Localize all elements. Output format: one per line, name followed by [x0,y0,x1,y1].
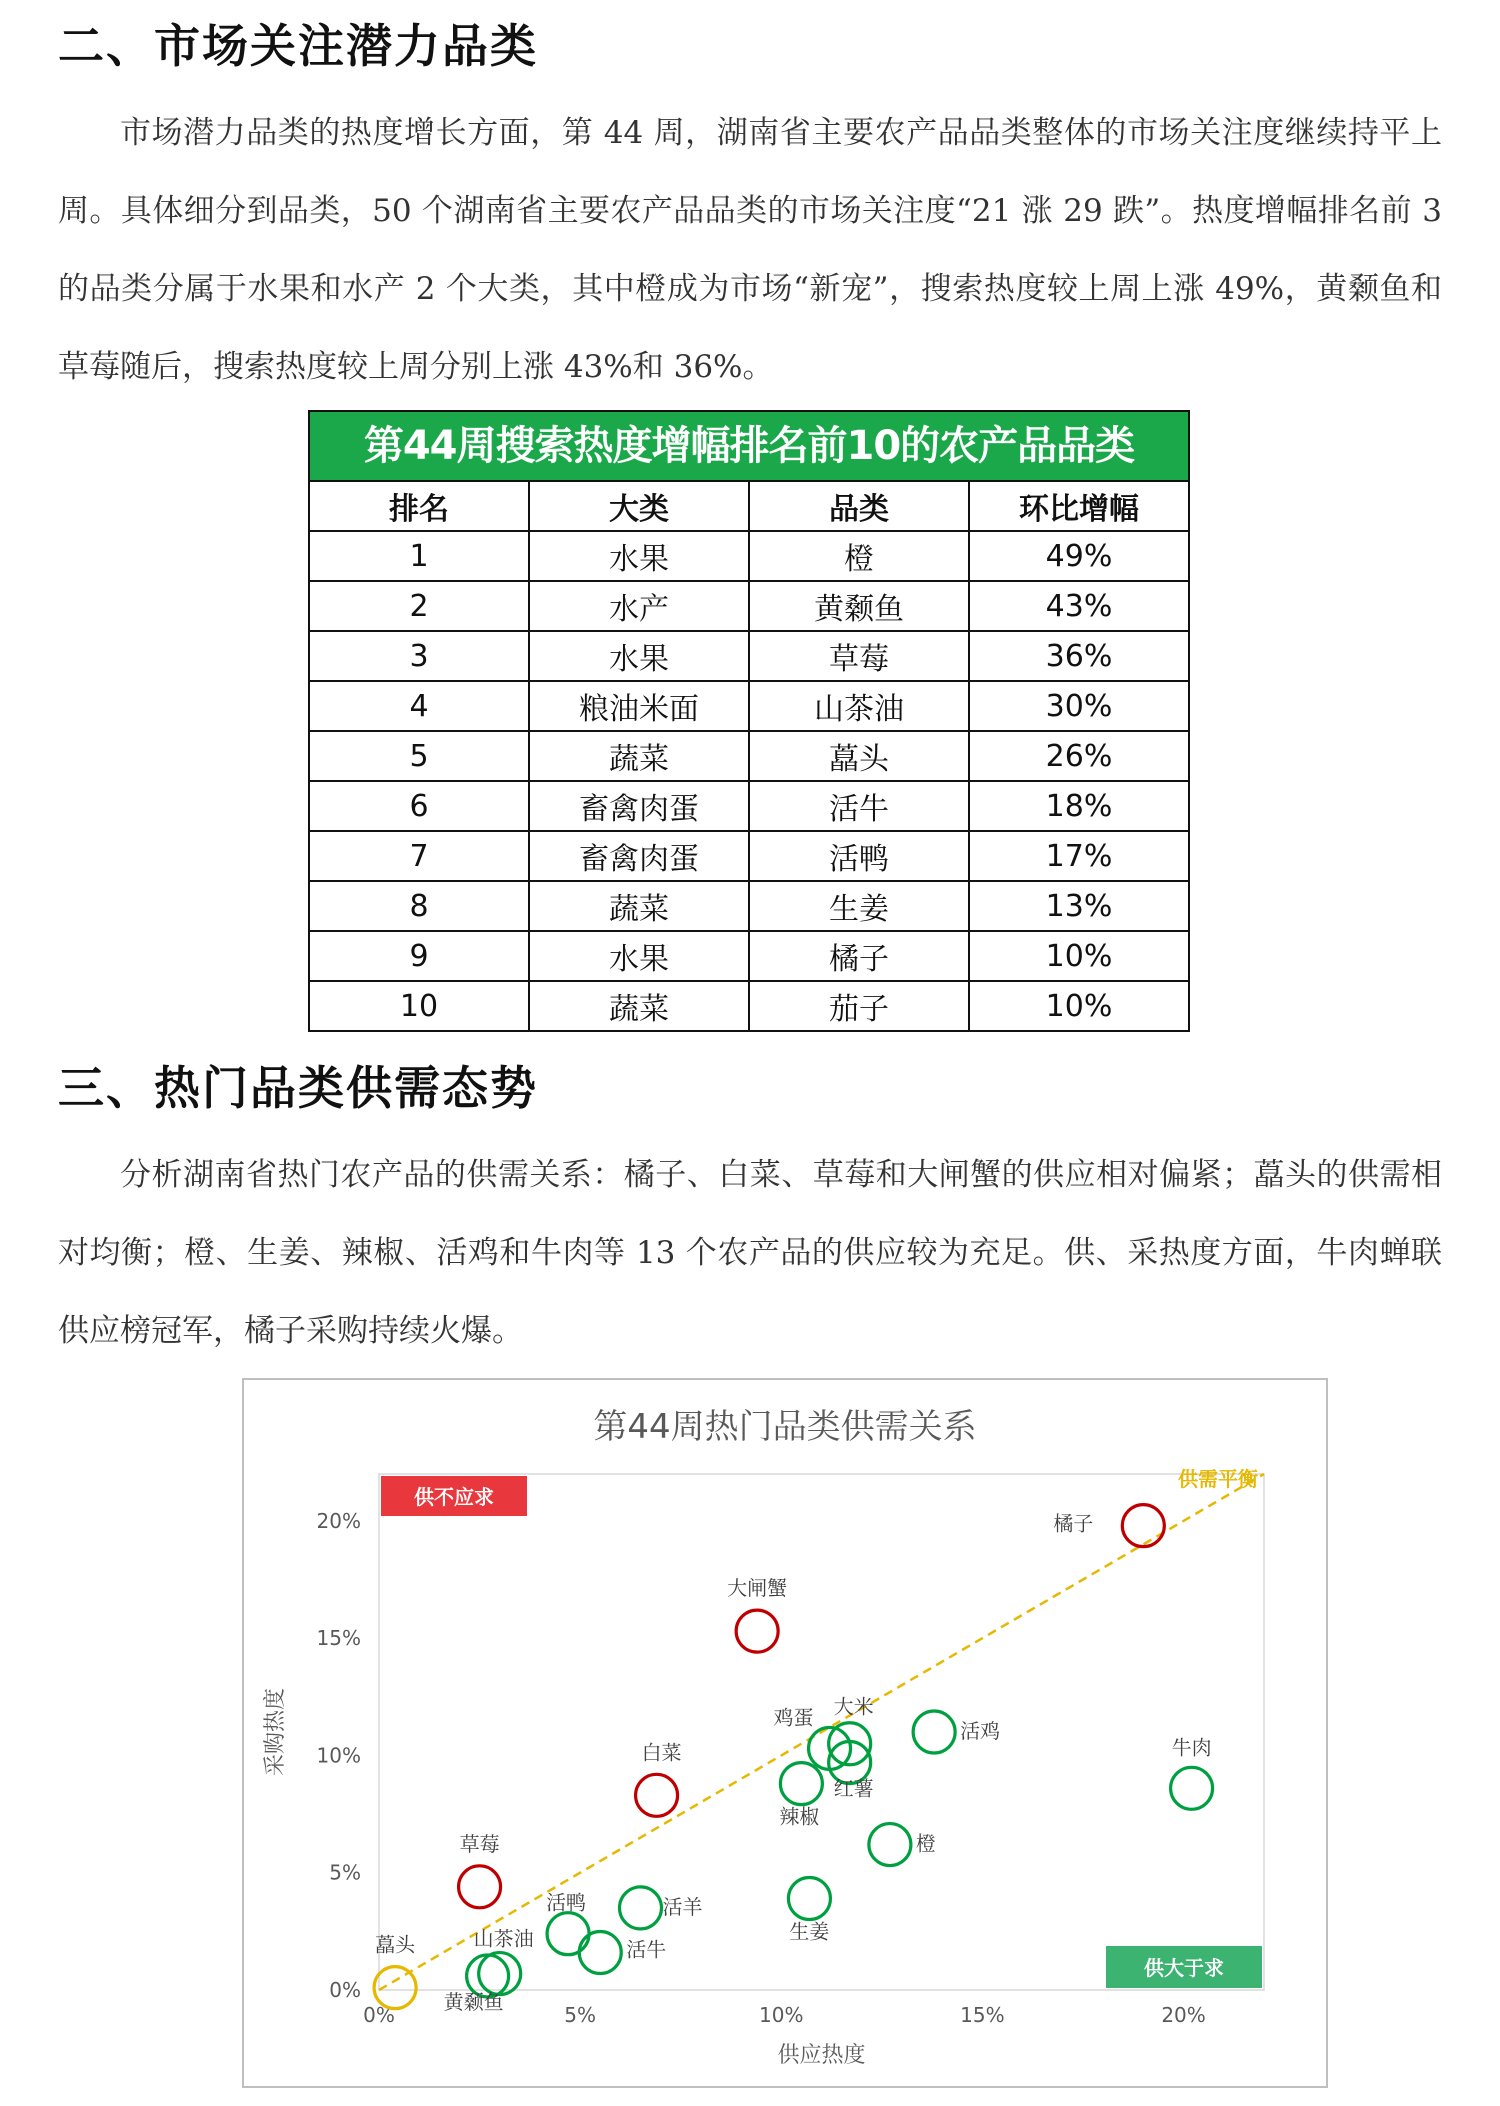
x-tick-label: 5% [564,2003,597,2027]
point-label-红薯: 红薯 [833,1776,874,1801]
balance-line-label: 供需平衡 [1178,1467,1258,1491]
cell-category: 畜禽肉蛋 [529,781,749,831]
table-row [309,831,1189,881]
point-label-生姜: 生姜 [789,1919,830,1944]
cell-category: 畜禽肉蛋 [529,831,749,881]
point-草莓 [459,1866,501,1908]
ranking-table-grid [308,480,1190,1032]
point-label-牛肉: 牛肉 [1171,1735,1212,1760]
point-label-大米: 大米 [833,1694,874,1719]
cell-rank: 5 [309,731,529,781]
table-row [309,881,1189,931]
section2-paragraph [58,94,1442,406]
surplus-region-label: 供大于求 [1144,1956,1224,1980]
section2-paragraph-text: 市场潜力品类的热度增长方面，第 44 周，湖南省主要农产品品类整体的市场关注度继续持平上周。具体细分到品类，50 个湖南省主要农产品品类的市场关注度“21 涨 29 跌”。热度增幅排名前 3 的品类分属于水果和水产 2 个大类，其中橙成为市场“新宠”，搜索热度较上周上涨 49%，黄颡鱼和草莓随后，搜索热度较上周分别上涨 43%和 36%。 [58,115,1442,385]
cell-rank: 4 [309,681,529,731]
y-axis-label: 采购热度 [263,1687,288,1777]
point-label-大闸蟹: 大闸蟹 [727,1576,788,1601]
section3-paragraph-text: 分析湖南省热门农产品的供需关系：橘子、白菜、草莓和大闸蟹的供应相对偏紧；藠头的供需相对均衡；橙、生姜、辣椒、活鸡和牛肉等 13 个农产品的供应较为充足。供、采热度方面，牛肉蝉联供应榜冠军，橘子采购持续火爆。 [58,1157,1442,1349]
table-row [309,531,1189,581]
point-橙 [869,1824,911,1866]
y-tick-label: 15% [316,1626,361,1651]
cell-growth: 43% [969,581,1189,631]
point-活鸭 [547,1913,589,1955]
cell-growth: 17% [969,831,1189,881]
point-牛肉 [1171,1767,1213,1809]
cell-rank: 8 [309,881,529,931]
balance-line [379,1474,1264,1990]
table-row [309,631,1189,681]
cell-item: 茄子 [749,981,969,1031]
chart-title: 第44周热门品类供需关系 [593,1407,977,1447]
chart-svg [244,1380,1326,2086]
header-item: 品类 [749,481,969,531]
cell-item: 橘子 [749,931,969,981]
cell-category: 粮油米面 [529,681,749,731]
cell-rank: 1 [309,531,529,581]
point-活牛 [579,1931,621,1973]
point-label-活鸭: 活鸭 [546,1890,587,1915]
cell-growth: 18% [969,781,1189,831]
header-category: 大类 [529,481,749,531]
y-tick-label: 10% [316,1743,361,1768]
point-活羊 [619,1887,661,1929]
point-label-活羊: 活羊 [662,1894,703,1919]
table-row [309,981,1189,1031]
section3-paragraph [58,1136,1442,1370]
ranking-table [308,410,1190,1032]
cell-growth: 36% [969,631,1189,681]
cell-category: 蔬菜 [529,731,749,781]
table-title: 第44周搜索热度增幅排名前10的农产品品类 [308,410,1190,480]
section3-heading: 三、热门品类供需态势 [58,1061,538,1115]
cell-growth: 30% [969,681,1189,731]
cell-category: 水果 [529,931,749,981]
point-白菜 [636,1774,678,1816]
cell-rank: 2 [309,581,529,631]
cell-item: 山茶油 [749,681,969,731]
cell-rank: 7 [309,831,529,881]
cell-rank: 6 [309,781,529,831]
point-生姜 [788,1878,830,1920]
cell-growth: 10% [969,931,1189,981]
cell-item: 生姜 [749,881,969,931]
table-row [309,681,1189,731]
cell-rank: 9 [309,931,529,981]
point-label-辣椒: 辣椒 [779,1804,820,1829]
point-藠头 [374,1967,416,2009]
point-label-活鸡: 活鸡 [960,1719,1001,1743]
cell-rank: 3 [309,631,529,681]
header-rank: 排名 [309,481,529,531]
cell-category: 蔬菜 [529,981,749,1031]
x-axis-label: 供应热度 [777,2043,866,2068]
point-label-橙: 橙 [915,1831,936,1856]
table-header-row [309,481,1189,531]
point-label-藠头: 藠头 [375,1932,416,1957]
cell-item: 橙 [749,531,969,581]
point-label-白菜: 白菜 [641,1740,682,1765]
cell-growth: 10% [969,981,1189,1031]
point-label-山茶油: 山茶油 [473,1926,534,1951]
y-tick-label: 0% [329,1978,361,2002]
cell-category: 水果 [529,531,749,581]
point-label-活牛: 活牛 [626,1937,667,1962]
x-tick-label: 15% [960,2003,1005,2027]
point-label-黄颡鱼: 黄颡鱼 [443,1989,504,2014]
table-row [309,731,1189,781]
cell-item: 草莓 [749,631,969,681]
point-橘子 [1122,1505,1164,1547]
cell-category: 水果 [529,631,749,681]
point-活鸡 [913,1711,955,1753]
cell-growth: 49% [969,531,1189,581]
cell-item: 活牛 [749,781,969,831]
point-label-鸡蛋: 鸡蛋 [773,1705,814,1730]
section2-heading: 二、市场关注潜力品类 [58,19,538,73]
supply-demand-chart [242,1378,1328,2088]
point-label-草莓: 草莓 [459,1831,500,1856]
cell-category: 水产 [529,581,749,631]
y-tick-label: 20% [316,1508,361,1533]
y-tick-label: 5% [329,1860,361,1885]
cell-rank: 10 [309,981,529,1031]
cell-growth: 13% [969,881,1189,931]
point-辣椒 [780,1763,822,1805]
table-row [309,581,1189,631]
cell-item: 活鸭 [749,831,969,881]
x-tick-label: 0% [363,2003,395,2027]
shortage-region-label: 供不应求 [414,1485,494,1509]
x-tick-label: 20% [1161,2003,1206,2027]
point-label-橘子: 橘子 [1053,1511,1094,1536]
point-大闸蟹 [736,1610,778,1652]
table-row [309,931,1189,981]
cell-growth: 26% [969,731,1189,781]
cell-item: 黄颡鱼 [749,581,969,631]
cell-category: 蔬菜 [529,881,749,931]
header-growth: 环比增幅 [969,481,1189,531]
table-row [309,781,1189,831]
cell-item: 藠头 [749,731,969,781]
x-tick-label: 10% [759,2003,804,2027]
